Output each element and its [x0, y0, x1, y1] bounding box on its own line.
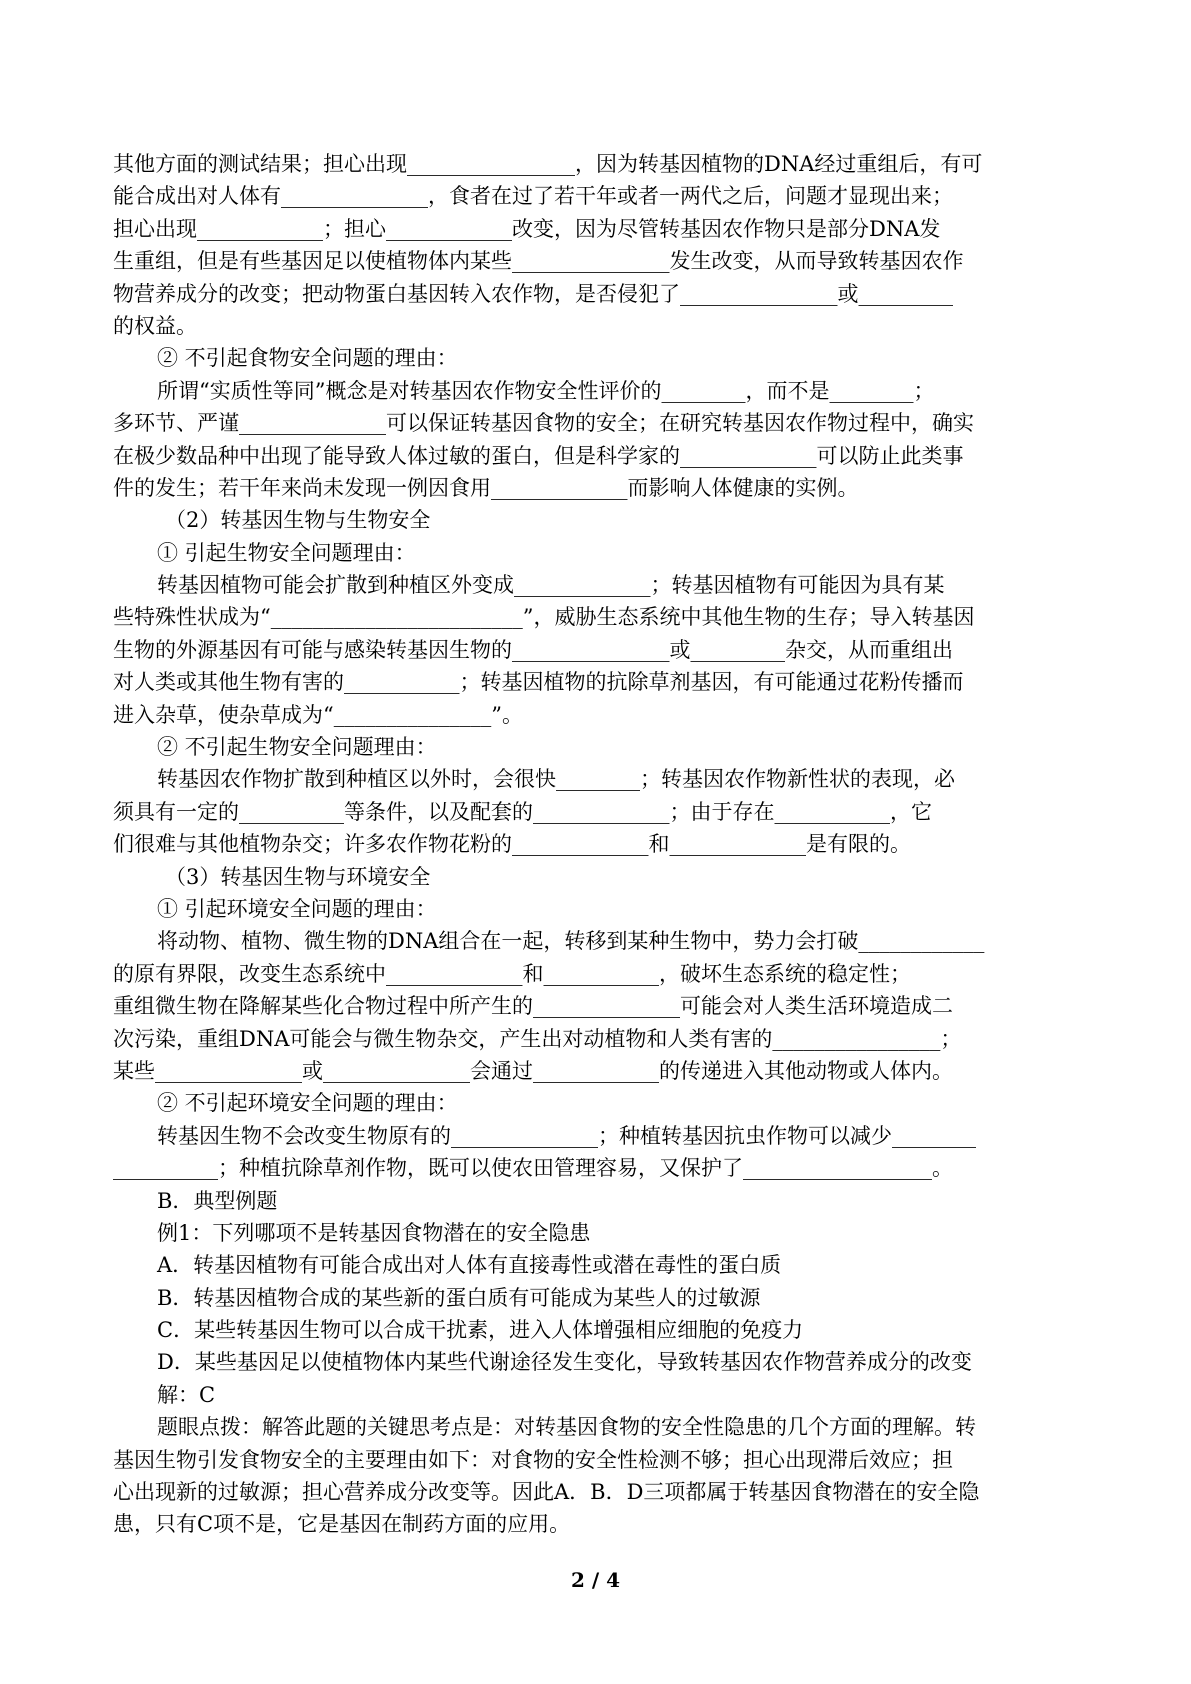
- text-line: ① 引起环境安全问题的理由：: [157, 896, 437, 921]
- text-line: 转基因生物不会改变生物原有的______________；种植转基因抗虫作物可以减少________: [157, 1123, 976, 1148]
- text-line: B．典型例题: [157, 1188, 278, 1213]
- text-line: __________；种植抗除草剂作物，既可以使农田管理容易，又保护了__________________。: [113, 1156, 953, 1181]
- text-line: 能合成出对人体有______________，食者在过了若干年或者一两代之后，问题才显现出来；: [113, 184, 953, 209]
- text-line: 将动物、植物、微生物的DNA组合在一起，转移到某种生物中，势力会打破____________: [157, 929, 985, 954]
- text-line: B．转基因植物合成的某些新的蛋白质有可能成为某些人的过敏源: [157, 1285, 761, 1310]
- page-number: 2 / 4: [570, 1568, 621, 1592]
- text-line: 例1：下列哪项不是转基因食物潜在的安全隐患: [157, 1220, 591, 1245]
- text-line: （3）转基因生物与环境安全: [165, 864, 431, 889]
- text-line: 其他方面的测试结果；担心出现________________，因为转基因植物的DNA经过重组后，有可: [113, 152, 983, 176]
- text-line: 心出现新的过敏源；担心营养成分改变等。因此A．B．D三项都属于转基因食物潜在的安全隐: [113, 1480, 980, 1505]
- text-line: 重组微生物在降解某些化合物过程中所产生的______________可能会对人类生活环境造成二: [113, 994, 953, 1019]
- text-line: ② 不引起生物安全问题理由：: [157, 735, 437, 760]
- text-line: 多环节、严谨______________可以保证转基因食物的安全；在研究转基因农作物过程中，确实: [113, 411, 974, 436]
- text-line: D．某些基因足以使植物体内某些代谢途径发生变化，导致转基因农作物营养成分的改变: [157, 1350, 972, 1375]
- text-line: 转基因植物可能会扩散到种植区外变成_____________；转基因植物有可能因为具有某: [157, 573, 945, 598]
- text-line: 题眼点拨：解答此题的关键思考点是：对转基因食物的安全性隐患的几个方面的理解。转: [157, 1415, 976, 1440]
- text-line: 生物的外源基因有可能与感染转基因生物的_______________或_________杂交，从而重组出: [113, 637, 953, 662]
- text-line: 患，只有C项不是，它是基因在制药方面的应用。: [113, 1512, 571, 1537]
- text-line: 某些______________或______________会通过____________的传递进入其他动物或人体内。: [113, 1058, 953, 1083]
- text-line: ① 引起生物安全问题理由：: [157, 540, 416, 565]
- text-line: 生重组，但是有些基因足以使植物体内某些_______________发生改变，从而导致转基因农作: [113, 249, 964, 274]
- text-line: 们很难与其他植物杂交；许多农作物花粉的_____________和_____________是有限的。: [113, 832, 911, 857]
- text-line: 些特殊性状成为“________________________”，威胁生态系统中其他生物的生存；导入转基因: [113, 605, 975, 630]
- text-line: 次污染，重组DNA可能会与微生物杂交，产生出对动植物和人类有害的________________；: [113, 1026, 962, 1051]
- text-line: 解：C: [157, 1382, 216, 1407]
- text-line: 进入杂草，使杂草成为“_______________”。: [113, 702, 523, 727]
- text-line: 须具有一定的__________等条件，以及配套的_____________；由于存在___________，它: [113, 799, 932, 824]
- text-line: 物营养成分的改变；把动物蛋白基因转入农作物，是否侵犯了_______________或_________: [113, 281, 953, 306]
- document-body: [113, 148, 1077, 1541]
- text-line: （2）转基因生物与生物安全: [165, 508, 431, 533]
- text-line: 担心出现____________；担心____________改变，因为尽管转基因农作物只是部分DNA发: [113, 216, 941, 241]
- text-line: ② 不引起环境安全问题的理由：: [157, 1091, 458, 1116]
- text-line: 对人类或其他生物有害的___________；转基因植物的抗除草剂基因，有可能通过花粉传播而: [113, 670, 964, 695]
- text-line: 的原有界限，改变生态系统中_____________和___________，破坏生态系统的稳定性；: [113, 961, 911, 986]
- text-line: 的权益。: [113, 313, 197, 338]
- text-line: C．某些转基因生物可以合成干扰素，进入人体增强相应细胞的免疫力: [157, 1318, 804, 1343]
- text-line: 基因生物引发食物安全的主要理由如下：对食物的安全性检测不够；担心出现滞后效应；担: [113, 1447, 953, 1472]
- text-line: 所谓“实质性等同”概念是对转基因农作物安全性评价的________，而不是________；: [157, 378, 935, 403]
- text-line: ② 不引起食物安全问题的理由：: [157, 346, 458, 371]
- text-line: 件的发生；若干年来尚未发现一例因食用_____________而影响人体健康的实例。: [113, 475, 859, 500]
- text-line: 在极少数品种中出现了能导致人体过敏的蛋白，但是科学家的_____________可以防止此类事: [113, 443, 964, 468]
- text-line: A．转基因植物有可能合成出对人体有直接毒性或潜在毒性的蛋白质: [157, 1253, 782, 1278]
- text-line: 转基因农作物扩散到种植区以外时，会很快________；转基因农作物新性状的表现，必: [157, 767, 955, 792]
